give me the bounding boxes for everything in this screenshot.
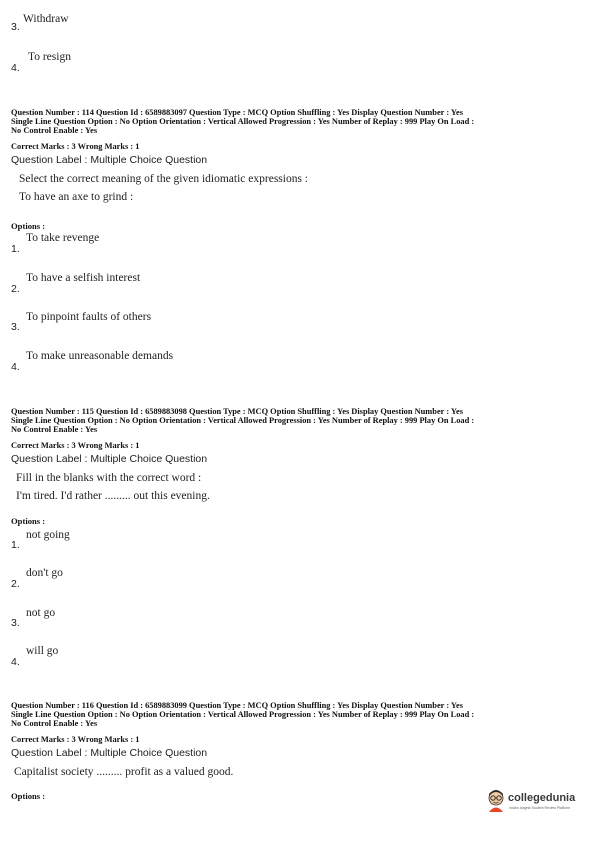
options-heading: Options : — [11, 221, 46, 231]
question-text: Select the correct meaning of the given idiomatic expressions : — [19, 173, 309, 185]
question-meta-line: No Control Enable : Yes — [11, 126, 98, 135]
option-number: 1. — [11, 243, 20, 255]
option-number: 4. — [11, 62, 20, 74]
question-meta-line: Question Number : 116 Question Id : 6589883099 Question Type : MCQ Option Shuffling : Yes Display Question Number : Yes — [11, 701, 463, 710]
question-meta-line: Question Number : 115 Question Id : 6589883098 Question Type : MCQ Option Shuffling : Yes Display Question Number : Yes — [11, 407, 463, 416]
question-label: Question Label : Multiple Choice Question — [11, 154, 208, 166]
question-meta-line: No Control Enable : Yes — [11, 719, 98, 728]
option-number: 3. — [11, 321, 20, 333]
option-number: 3. — [11, 617, 20, 629]
options-heading: Options : — [11, 791, 46, 801]
question-label: Question Label : Multiple Choice Question — [11, 453, 208, 465]
question-label: Question Label : Multiple Choice Question — [11, 747, 208, 759]
question-meta-line: No Control Enable : Yes — [11, 425, 98, 434]
marks-line: Correct Marks : 3 Wrong Marks : 1 — [11, 142, 140, 151]
option-text: To pinpoint faults of others — [26, 311, 152, 323]
option-text: not go — [26, 607, 56, 619]
option-text: To have a selfish interest — [26, 272, 141, 284]
marks-line: Correct Marks : 3 Wrong Marks : 1 — [11, 441, 140, 450]
question-meta-line: Single Line Question Option : No Option Orientation : Vertical Allowed Progression : Yes Number of Replay : 999 Play On Load : — [11, 117, 475, 126]
logo-wordmark: collegedunia — [508, 792, 576, 804]
option-text: don't go — [26, 567, 63, 579]
question-meta-line: Single Line Question Option : No Option Orientation : Vertical Allowed Progression : Yes Number of Replay : 999 Play On Load : — [11, 710, 475, 719]
option-number: 3. — [11, 21, 20, 33]
option-text: To make unreasonable demands — [26, 350, 174, 362]
option-text: will go — [26, 645, 59, 657]
option-text: Withdraw — [23, 13, 69, 25]
question-text: Capitalist society ......... profit as a valued good. — [14, 766, 234, 778]
question-text: I'm tired. I'd rather ......... out this evening. — [16, 490, 210, 502]
question-text: Fill in the blanks with the correct word : — [16, 472, 202, 484]
option-number: 2. — [11, 283, 20, 295]
option-number: 4. — [11, 361, 20, 373]
option-text: To take revenge — [26, 232, 100, 244]
mascot-icon — [486, 789, 506, 813]
option-number: 1. — [11, 539, 20, 551]
options-heading: Options : — [11, 516, 46, 526]
marks-line: Correct Marks : 3 Wrong Marks : 1 — [11, 735, 140, 744]
question-meta-line: Single Line Question Option : No Option Orientation : Vertical Allowed Progression : Yes Number of Replay : 999 Play On Load : — [11, 416, 475, 425]
option-text: not going — [26, 529, 70, 541]
option-number: 2. — [11, 578, 20, 590]
option-number: 4. — [11, 656, 20, 668]
question-text: To have an axe to grind : — [19, 191, 134, 203]
collegedunia-logo — [486, 788, 586, 816]
logo-tagline: India's largest Student Review Platform — [509, 806, 570, 810]
option-text: To resign — [28, 51, 71, 63]
question-meta-line: Question Number : 114 Question Id : 6589883097 Question Type : MCQ Option Shuffling : Yes Display Question Number : Yes — [11, 108, 463, 117]
